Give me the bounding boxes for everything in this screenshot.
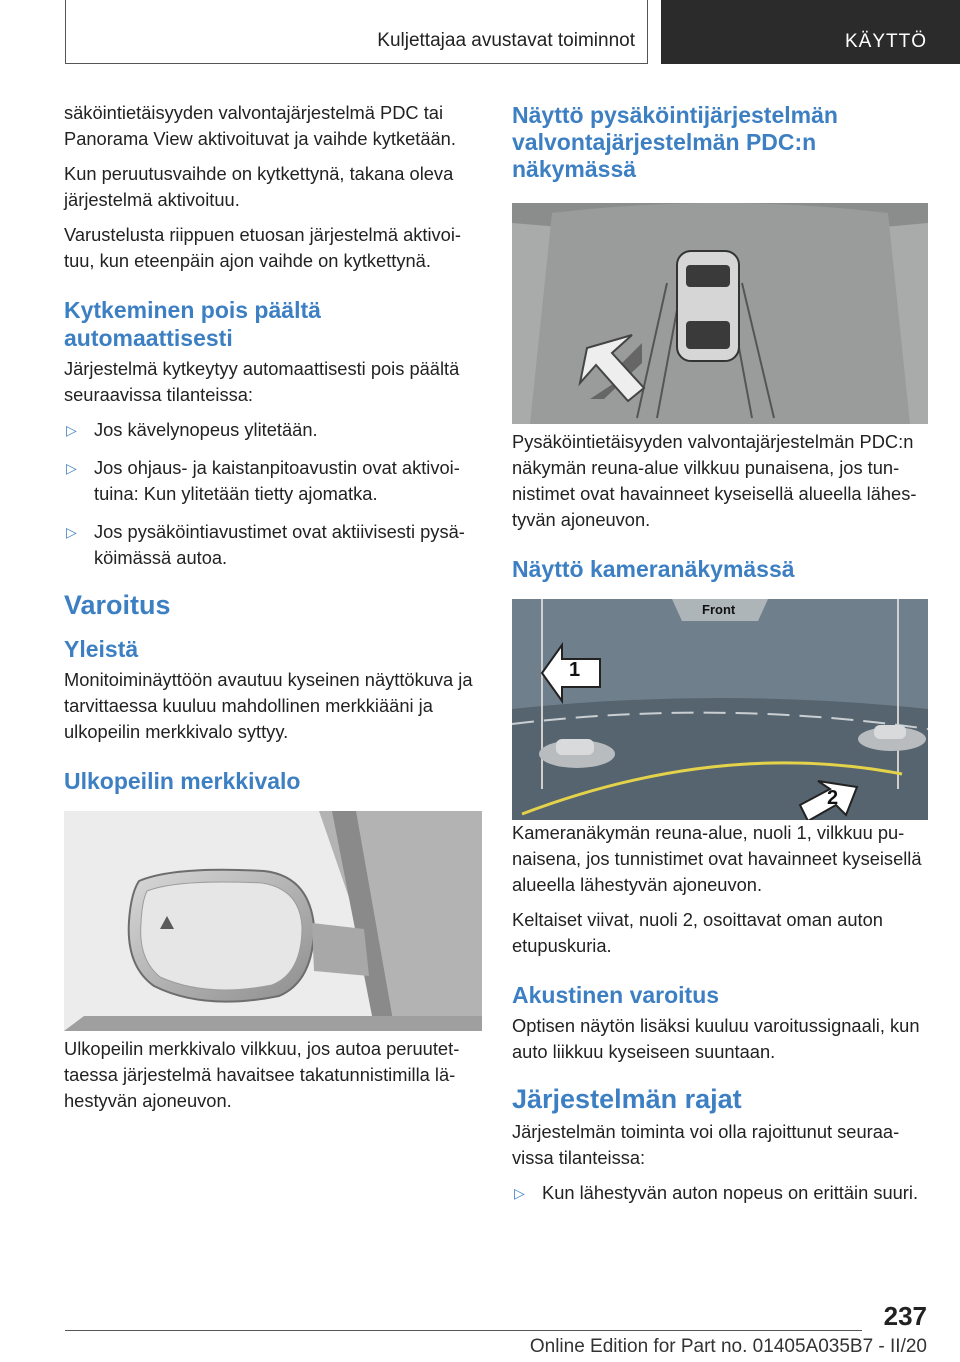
triangle-bullet-icon: ▷	[66, 524, 77, 540]
pdc-illustration	[512, 203, 928, 424]
running-header	[65, 0, 648, 64]
figure-caption: Kameranäkymän reuna-alue, nuoli 1, vilkkuu punaisena, jos tunnistimet ovat havainneet kyseisellä alueella lähestyvän ajoneuvon.	[512, 822, 922, 895]
list-item: ▷ Kun lähestyvän auton nopeus on erittäin suuri.	[512, 1180, 928, 1206]
pdc-figure	[512, 203, 928, 533]
heading-auto-off: Kytkeminen pois päältä automaattisesti	[64, 297, 321, 351]
camera-figure	[512, 599, 928, 959]
list-item: ▷ Jos kävelynopeus ylitetään.	[64, 417, 482, 443]
paragraph: Kun peruutusvaihde on kytkettynä, takana oleva järjestelmä aktivoituu.	[64, 163, 454, 210]
heading-limits: Järjestelmän rajat	[512, 1084, 742, 1114]
heading-general: Yleistä	[64, 636, 139, 662]
left-column	[64, 100, 482, 1123]
paragraph: Monitoiminäyttöön avautuu kyseinen näyttökuva ja tarvittaessa kuuluu mahdollinen merkkiääni ja ulkopeilin merkkivalo syttyy.	[64, 669, 473, 742]
arrow-2-label: 2	[827, 787, 839, 809]
heading-acoustic: Akustinen varoitus	[512, 982, 720, 1008]
page-number: 237	[883, 1301, 927, 1331]
bullet-list	[512, 1180, 928, 1206]
paragraph: säköintietäisyyden valvontajärjestelmä PDC tai Panorama View aktivoituvat ja vaihde kytketään.	[64, 102, 456, 149]
chapter-title: KÄYTTÖ	[844, 31, 927, 52]
heading-pdc-view: Näyttö pysäköintijärjestelmän valvontajärjestelmän PDC:n näkymässä	[512, 102, 838, 182]
heading-mirror: Ulkopeilin merkkivalo	[64, 768, 301, 794]
arrow-1-label: 1	[569, 659, 581, 681]
mirror-figure	[64, 811, 482, 1114]
footer-divider	[65, 1330, 862, 1331]
mirror-illustration	[64, 811, 482, 1031]
triangle-bullet-icon: ▷	[66, 422, 77, 438]
triangle-bullet-icon: ▷	[514, 1185, 525, 1201]
bullet-list	[64, 417, 482, 571]
edition-note: Online Edition for Part no. 01405A035B7 - II/20	[529, 1336, 927, 1357]
camera-illustration	[512, 599, 928, 820]
figure-caption: Pysäköintietäisyyden valvontajärjestelmän PDC:n näkymän reuna-alue vilkkuu punaisena, jos tunnistimet ovat havainneet kyseisellä alueella lähestyvän ajoneuvon.	[512, 431, 917, 530]
paragraph: Järjestelmä kytkeytyy automaattisesti pois päältä seuraavissa tilanteissa:	[64, 358, 460, 405]
paragraph: Järjestelmän toiminta voi olla rajoittunut seuraavissa tilanteissa:	[512, 1121, 900, 1168]
camera-front-label: Front	[702, 602, 736, 617]
heading-camera-view: Näyttö kameranäkymässä	[512, 556, 795, 582]
paragraph: Varustelusta riippuen etuosan järjestelmä aktivoituu, kun eteenpäin ajon vaihde on kytkettynä.	[64, 224, 461, 271]
right-column	[512, 100, 928, 1218]
triangle-bullet-icon: ▷	[66, 460, 77, 476]
paragraph: Optisen näytön lisäksi kuuluu varoitussignaali, kun auto liikkuu kyseiseen suuntaan.	[512, 1015, 920, 1062]
section-title: Kuljettajaa avustavat toiminnot	[377, 30, 635, 51]
figure-caption: Ulkopeilin merkkivalo vilkkuu, jos autoa peruutettaessa järjestelmä havaitsee takatunnistimilla lähestyvän ajoneuvon.	[64, 1038, 460, 1111]
list-item: ▷ Jos pysäköintiavustimet ovat aktiivisesti pysäköimässä autoa.	[66, 521, 465, 568]
list-item: ▷ Jos ohjaus- ja kaistanpitoavustin ovat aktivoituina: Kun ylitetään tietty ajomatka.	[66, 457, 460, 504]
heading-warning: Varoitus	[64, 590, 171, 620]
paragraph: Keltaiset viivat, nuoli 2, osoittavat oman auton etupuskuria.	[512, 909, 883, 956]
chapter-tab	[661, 0, 960, 64]
